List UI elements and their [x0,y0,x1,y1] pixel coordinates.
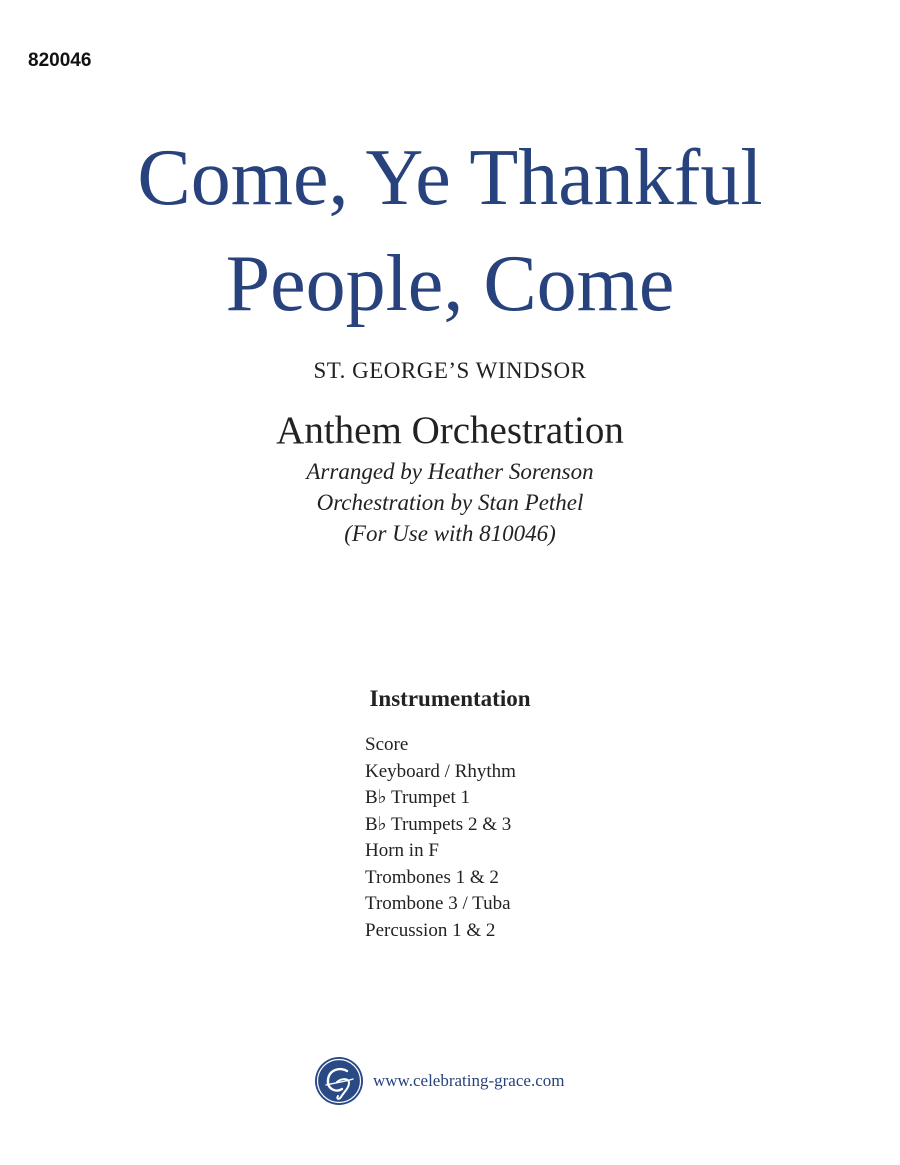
instrumentation-heading: Instrumentation [369,686,531,711]
orchestrator-credit: Orchestration by Stan Pethel [316,490,584,515]
credits-block [0,456,900,549]
catalog-number: 820046 [28,50,92,71]
tune-name: ST. GEORGE’S WINDSOR [313,358,587,383]
instrument-item: Trombone 3 / Tuba [365,893,511,914]
title-line-1: Come, Ye Thankful [137,134,763,222]
instrument-item: Score [365,734,409,755]
website-link[interactable]: www.celebrating-grace.com [373,1071,565,1090]
celebrating-grace-logo-icon [314,1056,364,1106]
instrument-item: Keyboard / Rhythm [365,760,516,782]
arranger-credit: Arranged by Heather Sorenson [306,459,594,484]
instrument-item: Percussion 1 & 2 [365,919,496,941]
instrumentation-list [365,732,516,944]
instrument-item: Horn in F [365,840,439,861]
companion-product-note: (For Use with 810046) [344,521,556,546]
instrument-item: B♭ Trumpet 1 [365,787,471,808]
product-type: Anthem Orchestration [276,409,624,452]
instrument-item: Trombones 1 & 2 [365,866,499,888]
footer [314,1055,564,1107]
instrument-item: B♭ Trumpets 2 & 3 [365,813,512,835]
page-title [0,125,900,337]
title-line-2: People, Come [225,240,675,328]
